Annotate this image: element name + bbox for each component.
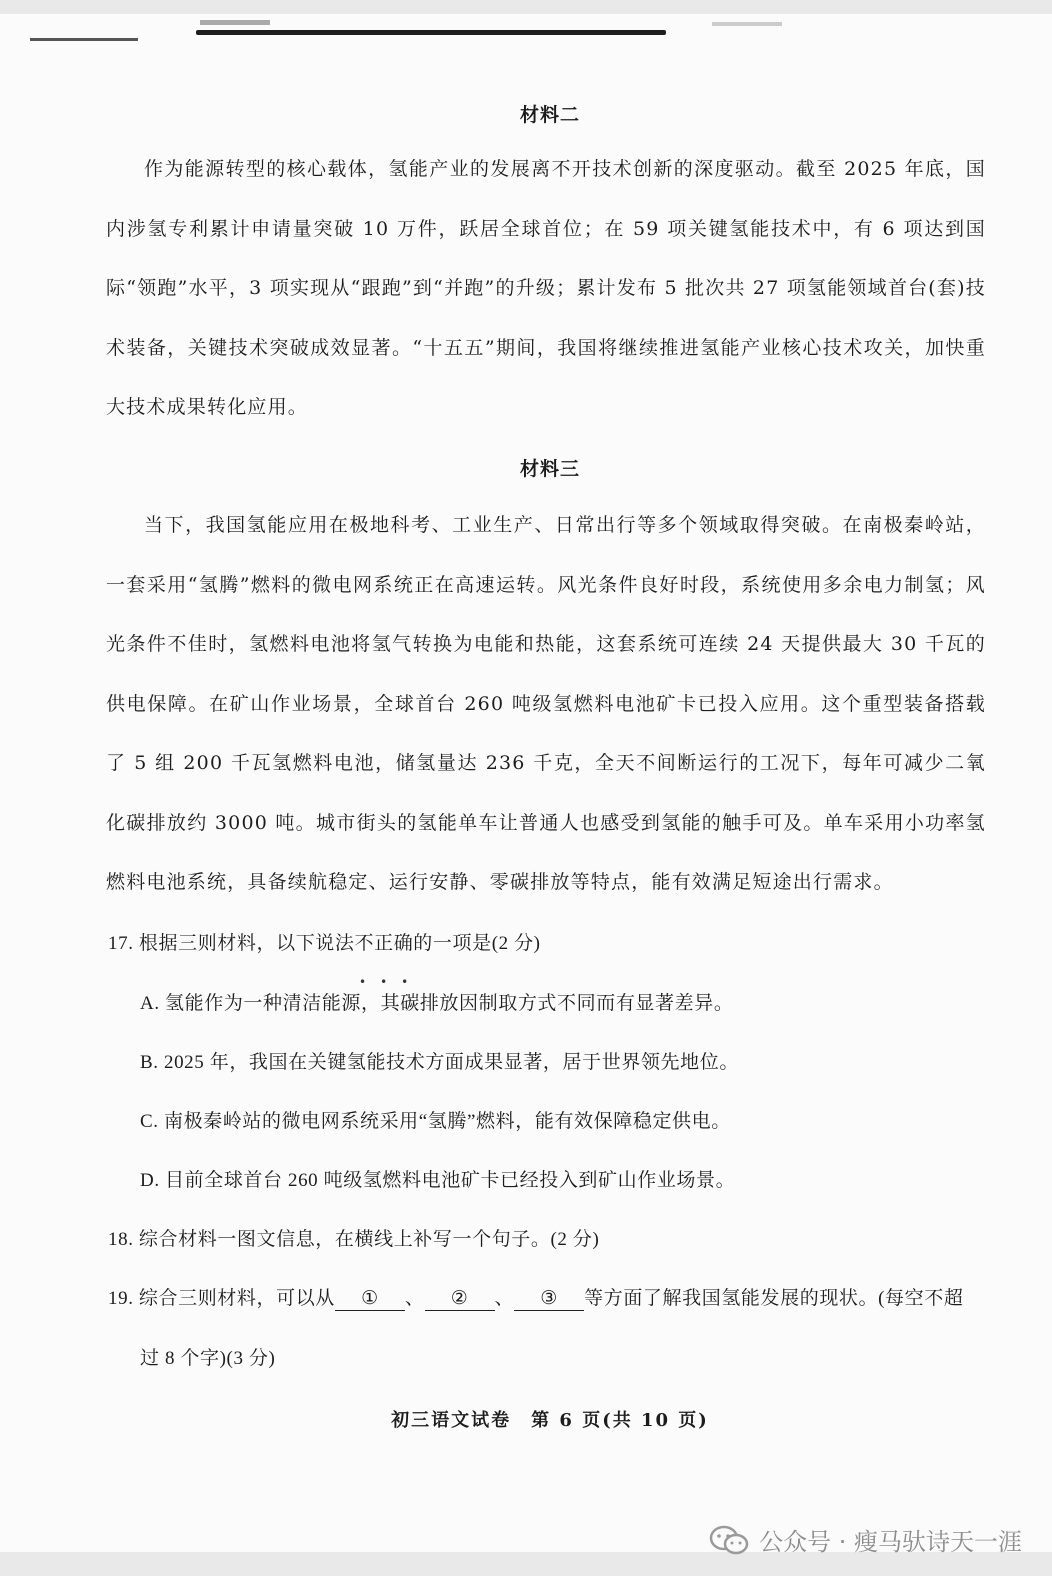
- question-17-option-a: A. 氢能作为一种清洁能源，其碳排放因制取方式不同而有显著差异。: [140, 993, 734, 1014]
- answer-blank-2[interactable]: ②: [425, 1287, 495, 1311]
- exam-page: [0, 14, 1052, 1556]
- watermark-text: 公众号 · 瘦马驮诗天一涯: [759, 1528, 1022, 1556]
- answer-blank-1[interactable]: ①: [335, 1287, 405, 1311]
- scan-artifact: [712, 22, 782, 26]
- question-17-option-d: D. 目前全球首台 260 吨级氢燃料电池矿卡已经投入到矿山作业场景。: [140, 1170, 736, 1191]
- separator: 、: [494, 1288, 515, 1309]
- separator: 、: [404, 1288, 425, 1309]
- question-19-prefix: 19. 综合三则材料，可以从: [108, 1288, 335, 1309]
- answer-blank-3[interactable]: ③: [514, 1287, 584, 1311]
- question-17-stem: 17. 根据三则材料，以下说法不正确的一项是(2 分): [108, 933, 541, 954]
- material-3-heading: 材料三: [519, 458, 580, 480]
- material-2-text: 作为能源转型的核心载体，氢能产业的发展离不开技术创新的深度驱动。截至 2025 年底，国内涉氢专利累计申请量突破 10 万件，跃居全球首位；在 59 项关键氢能技术中，有 6 项达到国际“领跑”水平，3 项实现从“跟跑”到“并跑”的升级；累计发布 5 批次共 27 项氢能领域首台(套)技术装备，关键技术突破成效显著。“十五五”期间，我国将继续推进氢能产业核心技术攻关，加快重大技术成果转化应用。: [106, 158, 986, 418]
- question-18: 18. 综合材料一图文信息，在横线上补写一个句子。(2 分): [108, 1229, 600, 1250]
- question-19-suffix: 等方面了解我国氢能发展的现状。(每空不超: [584, 1288, 964, 1309]
- scan-artifact: [200, 20, 270, 25]
- scan-artifact: [30, 38, 138, 41]
- page-footer: 初三语文试卷 第 6 页(共 10 页): [391, 1410, 709, 1431]
- question-19-line-2: 过 8 个字)(3 分): [140, 1348, 276, 1369]
- question-17-option-c: C. 南极秦岭站的微电网系统采用“氢腾”燃料，能有效保障稳定供电。: [140, 1111, 731, 1132]
- material-3-text: 当下，我国氢能应用在极地科考、工业生产、日常出行等多个领域取得突破。在南极秦岭站，一套采用“氢腾”燃料的微电网系统正在高速运转。风光条件良好时段，系统使用多余电力制氢；风光条件不佳时，氢燃料电池将氢气转换为电能和热能，这套系统可连续 24 天提供最大 30 千瓦的供电保障。在矿山作业场景，全球首台 260 吨级氢燃料电池矿卡已投入应用。这个重型装备搭载了 5 组 200 千瓦氢燃料电池，储氢量达 236 千克，全天不间断运行的工况下，每年可减少二氧化碳排放约 3000 吨。城市街头的氢能单车让普通人也感受到氢能的触手可及。单车采用小功率氢燃料电池系统，具备续航稳定、运行安静、零碳排放等特点，能有效满足短途出行需求。: [106, 514, 986, 893]
- question-17-option-b: B. 2025 年，我国在关键氢能技术方面成果显著，居于世界领先地位。: [140, 1052, 739, 1073]
- emphasis-dots: •••: [359, 975, 423, 989]
- wechat-icon: [709, 1525, 749, 1555]
- material-2-heading: 材料二: [519, 104, 580, 126]
- scan-top-line: [196, 30, 666, 35]
- watermark: [709, 1522, 1022, 1557]
- question-19: [108, 1283, 963, 1311]
